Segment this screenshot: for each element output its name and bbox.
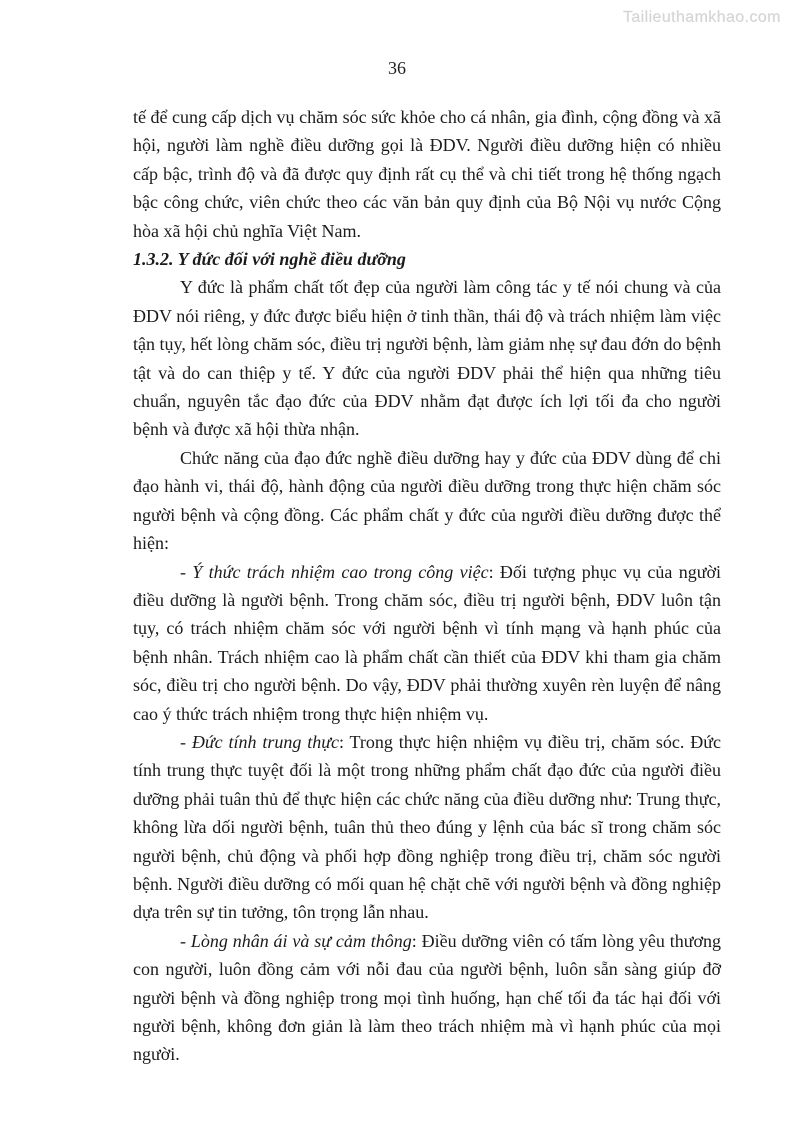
- bullet-paragraph-responsibility: [133, 558, 721, 728]
- bullet-lead-responsibility: - Ý thức trách nhiệm cao trong công việc: [180, 561, 489, 582]
- paragraph-chucnang: Chức năng của đạo đức nghề điều dưỡng hay y đức của ĐDV dùng để chi đạo hành vi, thái độ, hành động của người điều dưỡng trong thực hiện chăm sóc người bệnh và cộng đồng. Các phẩm chất y đức của người điều dưỡng được thể hiện:: [133, 447, 721, 554]
- page-body: [133, 103, 721, 1069]
- paragraph-yduc: Y đức là phẩm chất tốt đẹp của người làm công tác y tế nói chung và của ĐDV nói riêng, y đức được biểu hiện ở tinh thần, thái độ và trách nhiệm làm việc tận tụy, hết lòng chăm sóc, điều trị người bệnh, làm giảm nhẹ sự đau đớn do bệnh tật và do can thiệp y tế. Y đức của người ĐDV phải thể hiện qua những tiêu chuẩn, nguyên tắc đạo đức của ĐDV nhằm đạt được ích lợi tối đa cho người bệnh và được xã hội thừa nhận.: [133, 277, 721, 440]
- section-heading: 1.3.2. Y đức đối với nghề điều dưỡng: [133, 249, 406, 270]
- bullet-text-honesty: : Trong thực hiện nhiệm vụ điều trị, chăm sóc. Đức tính trung thực tuyệt đối là một trong những phẩm chất đạo đức của người điều dưỡng phải tuân thủ để thực hiện các chức năng của điều dưỡng như: Trung thực, không lừa dối người bệnh, tuân thủ theo đúng y lệnh của bác sĩ trong chăm sóc người bệnh, chủ động và phối hợp đồng nghiệp trong điều trị, chăm sóc người bệnh. Người điều dưỡng có mối quan hệ chặt chẽ với người bệnh và đồng nghiệp dựa trên sự tin tưởng, tôn trọng lẫn nhau.: [133, 731, 721, 923]
- bullet-lead-honesty: - Đức tính trung thực: [180, 731, 340, 752]
- bullet-text-compassion: : Điều dưỡng viên có tấm lòng yêu thương con người, luôn đồng cảm với nỗi đau của người bệnh, luôn sẵn sàng giúp đỡ người bệnh và đồng nghiệp trong mọi tình huống, hạn chế tối đa tác hại đối với người bệnh, không đơn giản là làm theo trách nhiệm mà vì hạnh phúc của mọi người.: [133, 930, 721, 1065]
- bullet-lead-compassion: - Lòng nhân ái và sự cảm thông: [180, 930, 412, 951]
- watermark: Tailieuthamkhao.com: [623, 9, 781, 26]
- paragraph-intro: tế để cung cấp dịch vụ chăm sóc sức khỏe cho cá nhân, gia đình, cộng đồng và xã hội, người làm nghề điều dưỡng gọi là ĐDV. Người điều dưỡng hiện có nhiều cấp bậc, trình độ và đã được quy định rất cụ thể và chi tiết trong hệ thống ngạch bậc công chức, viên chức theo các văn bản quy định của Bộ Nội vụ nước Cộng hòa xã hội chủ nghĩa Việt Nam.: [133, 107, 721, 241]
- page-number: 36: [388, 58, 406, 78]
- bullet-paragraph-honesty: [133, 728, 721, 927]
- bullet-text-responsibility: : Đối tượng phục vụ của người điều dưỡng là người bệnh. Trong chăm sóc, điều trị người bệnh, ĐDV luôn tận tụy, có trách nhiệm chăm sóc với người bệnh vì tính mạng và hạnh phúc của bệnh nhân. Trách nhiệm cao là phẩm chất cần thiết của ĐDV khi tham gia chăm sóc, điều trị cho người bệnh. Do vậy, ĐDV phải thường xuyên rèn luyện để nâng cao ý thức trách nhiệm trong thực hiện nhiệm vụ.: [133, 561, 721, 724]
- bullet-paragraph-compassion: [133, 927, 721, 1069]
